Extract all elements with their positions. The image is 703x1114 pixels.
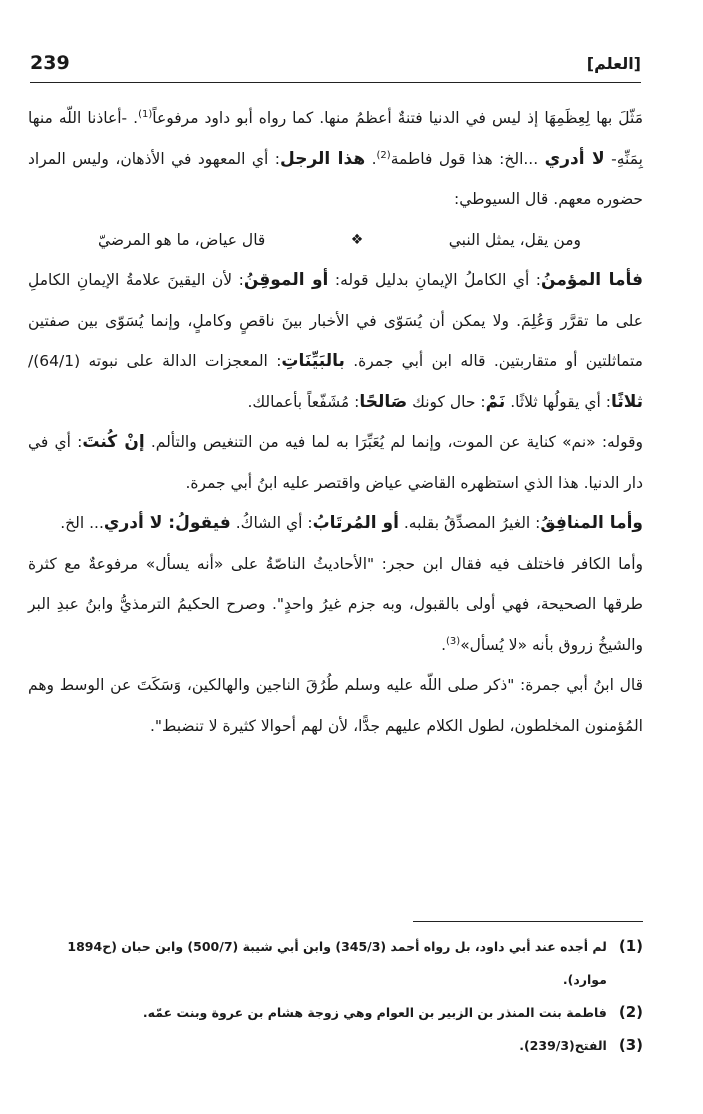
text-run: : مُشَفّعاً بأعمالك.: [247, 392, 360, 411]
footnote-ref-1: (1): [138, 108, 153, 120]
paragraph-4: [28, 503, 643, 544]
keyword-al-mumin: فأما المؤمنُ: [541, 270, 644, 290]
footnote-1: [28, 930, 643, 996]
text-run: ...الخ: هذا قول فاطمة: [390, 149, 545, 168]
text-run: وأما الكافر فاختلف فيه فقال ابن حجر: "الأحاديثُ الناصّةُ على «أنه يسأل» مرفوعةٌ مع كثرة طرقها الصحيحة، فهي أولى بالقبول، وبه جزم غيرُ واحدٍ". وصرح الحكيمُ الترمذيُّ وابنُ عبدِ البر والشيخُ زروق بأنه «لا يُسأل»: [28, 554, 643, 654]
paragraph-5: [28, 544, 643, 666]
text-run: : أي الشاكُ.: [230, 514, 313, 532]
keyword-al-munafiq: وأما المنافِقُ: [540, 513, 643, 533]
footnote-ref-2: (2): [376, 149, 391, 161]
text-run: : أي في دار الدنيا. هذا الذي استظهره القاضي عياض واقتصر عليه ابنُ أبي جمرة.: [28, 433, 643, 492]
verse-hemistich-left: قال عياض، ما هو المرضيّ: [98, 230, 266, 249]
text-run: ... الخ.: [60, 514, 104, 532]
text-run: .: [441, 635, 446, 654]
paragraph-2: [28, 260, 643, 422]
keyword-bil-bayyinat: بالبَيِّنَاتِ: [281, 351, 345, 371]
paragraph-3: [28, 422, 643, 503]
keyword-nam: نَمْ: [485, 391, 506, 412]
footnote-ref-3: (3): [446, 635, 461, 647]
footnotes: [28, 930, 643, 1062]
text-run: : الغيرُ المصدِّقُ بقلبه.: [398, 514, 541, 532]
verse-line: [28, 220, 643, 261]
footnote-number: (3): [618, 1036, 643, 1054]
text-run: . -أعاذنا اللّه منها بِمَنِّهِ-: [28, 109, 643, 168]
keyword-al-murtab: أو المُرتَابُ: [312, 513, 399, 533]
footnote-text: فاطمة بنت المنذر بن الزبير بن العوام وهي زوجة هشام بن عروة وبنت عمّه.: [142, 1005, 607, 1020]
text-run: مَثّلَ بها لِعِظَمِهَا إذ ليس في الدنيا فتنةٌ أعظمُ منها. كما رواه أبو داود مرفوعاً: [152, 109, 643, 127]
main-text: [28, 98, 643, 746]
footnote-text: الفتح(239/3).: [519, 1038, 607, 1053]
footnote-number: (2): [618, 1003, 643, 1021]
verse-hemistich-right: ومن يقل، يمثل النبي: [448, 230, 581, 249]
footnote-2: [28, 996, 643, 1029]
page-number: 239: [30, 52, 70, 74]
keyword-la-adri: لا أدري: [544, 148, 605, 169]
text-run: : حال كونك: [407, 392, 486, 411]
text-run: : أي يقولُها ثلاثًا.: [505, 392, 611, 411]
paragraph-1: [28, 98, 643, 220]
text-run: : المعجزات الدالة على نبوته (64/1)/: [28, 352, 282, 370]
text-run: : أي الكاملُ الإيمانِ بدليل قوله:: [328, 271, 542, 289]
verse-separator-icon: ❖: [350, 231, 364, 248]
keyword-in-kunta: إنْ كُنتَ: [82, 432, 145, 452]
keyword-thalathan: ثلاثًا: [610, 391, 643, 412]
footnote-text: لم أجده عند أبي داود، بل رواه أحمد (345/3) وابن أبي شيبة (500/7) وابن حبان (ح1894 موارد).: [67, 939, 607, 987]
text-run: : لأن اليقينَ علامةُ الإيمانِ الكاملِ على ما تقرَّر وَعُلِمَ. ولا يمكن أن يُسَوّى في الأخبار بينَ ناقصٍ وكاملٍ، وإنما يُسَوّى بين صفتين متماثلتين أو متقاربتين. قاله ابن أبي جمرة.: [28, 271, 643, 370]
paragraph-6: قال ابنُ أبي جمرة: "ذكر صلى اللّه عليه وسلم طُرُقَ الناجين والهالكين، وَسَكَتَ عن الوسط وهم المُؤمنون المخلطون، لطول الكلام عليهم جدًّا، لأن لهم أحوالا كثيرة لا تنضبط".: [28, 676, 643, 735]
keyword-al-muqin: أو الموقِنُ: [243, 270, 329, 290]
text-run: : أي المعهود في الأذهان، وليس المراد حضوره معهم. قال السيوطي:: [28, 149, 643, 208]
running-head: [العلم]: [586, 54, 641, 73]
footnote-3: [28, 1029, 643, 1062]
page-header: [30, 48, 641, 83]
footnote-separator: [413, 921, 643, 922]
text-run: .: [365, 149, 377, 168]
keyword-hadha-alrajul: هذا الرجل: [280, 148, 366, 169]
keyword-fa-yaqul: فيقولُ: لا أدري: [103, 513, 231, 533]
text-run: وقوله: «نم» كناية عن الموت، وإنما لم يُعَبِّرَا به لما فيه من التنغيص والتألم.: [144, 433, 643, 451]
keyword-salihan: صَالحًا: [359, 391, 408, 412]
footnote-number: (1): [618, 937, 643, 955]
